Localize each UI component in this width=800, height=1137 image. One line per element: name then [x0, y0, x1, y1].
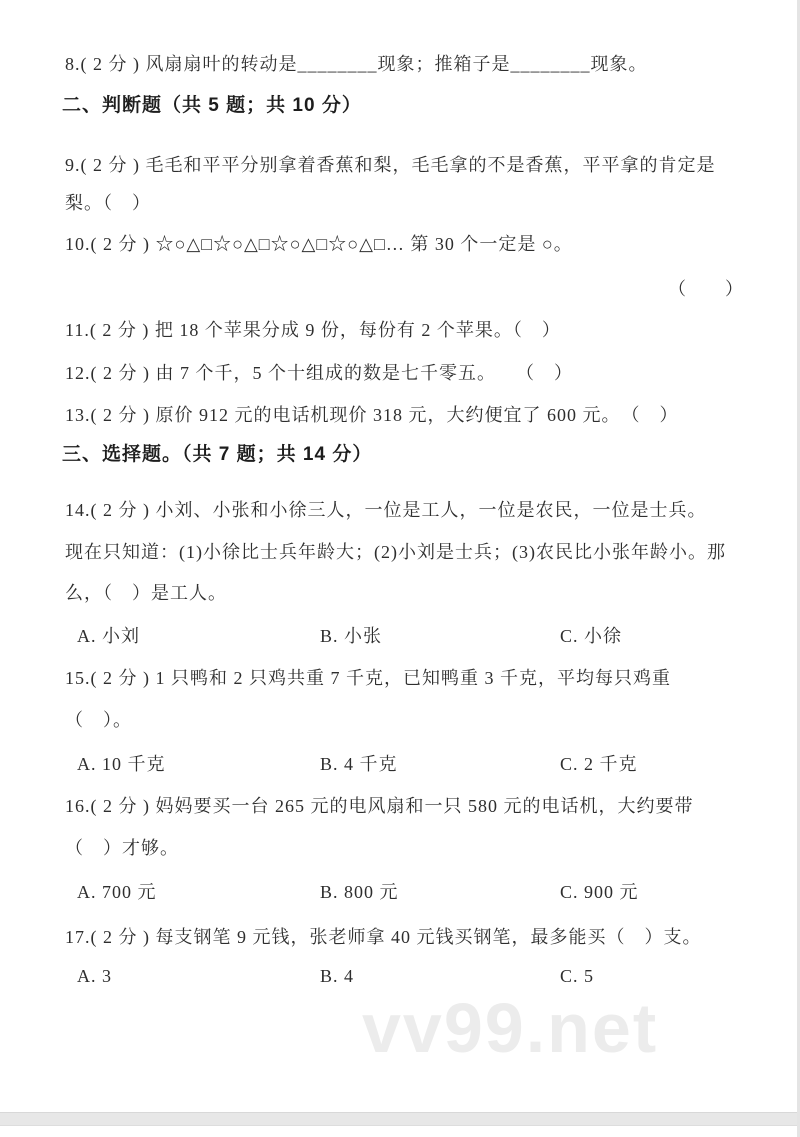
question-8-text: 8.( 2 分 ) 风扇扇叶的转动是________现象；推箱子是________现象。: [65, 54, 648, 74]
question-13-text: 13.( 2 分 ) 原价 912 元的电话机现价 318 元，大约便宜了 600 元。 （ ）: [65, 405, 679, 425]
question-17-option-c: C. 5: [560, 966, 595, 986]
question-15-options: [0, 750, 800, 778]
section-2-heading: 二、判断题（共 5 题；共 10 分）: [62, 95, 362, 116]
question-10-answer-blank: （ ）: [668, 279, 744, 299]
question-16-option-c: C. 900 元: [560, 882, 639, 902]
question-15-option-a: A. 10 千克: [77, 754, 166, 774]
question-12-text: 12.( 2 分 ) 由 7 个千，5 个十组成的数是七千零五。 （ ）: [65, 363, 573, 383]
question-9-line-2: 梨。（ ）: [65, 193, 151, 213]
question-16-line-2: （ ）才够。: [65, 838, 179, 858]
question-17-line-1: 17.( 2 分 ) 每支钢笔 9 元钱，张老师拿 40 元钱买钢笔，最多能买（ ）支。: [65, 927, 702, 947]
question-16-option-a: A. 700 元: [77, 882, 157, 902]
question-14-option-c: C. 小徐: [560, 626, 623, 646]
question-16-options: [0, 878, 800, 906]
question-14-options: [0, 622, 800, 650]
question-16-option-b: B. 800 元: [320, 882, 399, 902]
question-17-option-a: A. 3: [77, 966, 112, 986]
question-14-line-3: 么，（ ）是工人。: [65, 583, 227, 603]
section-3-heading: 三、选择题。（共 7 题；共 14 分）: [62, 444, 373, 465]
question-10-line-1: 10.( 2 分 ) ☆○△□☆○△□☆○△□☆○△□… 第 30 个一定是 ○。: [65, 234, 573, 254]
question-11-text: 11.( 2 分 ) 把 18 个苹果分成 9 份，每份有 2 个苹果。（ ）: [65, 320, 561, 340]
question-15-option-c: C. 2 千克: [560, 754, 638, 774]
question-15-line-2: （ ）。: [65, 710, 132, 730]
watermark: vv99.net: [362, 989, 659, 1067]
page-separator: [0, 1112, 800, 1126]
question-14-option-b: B. 小张: [320, 626, 383, 646]
question-16-line-1: 16.( 2 分 ) 妈妈要买一台 265 元的电风扇和一只 580 元的电话机，大约要带: [65, 796, 694, 816]
question-14-line-2: 现在只知道：(1)小徐比士兵年龄大；(2)小刘是士兵；(3)农民比小张年龄小。那: [65, 542, 726, 562]
question-9-line-1: 9.( 2 分 ) 毛毛和平平分别拿着香蕉和梨，毛毛拿的不是香蕉，平平拿的肯定是: [65, 155, 716, 175]
question-15-line-1: 15.( 2 分 ) 1 只鸭和 2 只鸡共重 7 千克，已知鸭重 3 千克，平均每只鸡重: [65, 668, 671, 688]
question-14-option-a: A. 小刘: [77, 626, 140, 646]
question-17-option-b: B. 4: [320, 966, 355, 986]
question-14-line-1: 14.( 2 分 ) 小刘、小张和小徐三人，一位是工人，一位是农民，一位是士兵。: [65, 500, 707, 520]
question-15-option-b: B. 4 千克: [320, 754, 398, 774]
